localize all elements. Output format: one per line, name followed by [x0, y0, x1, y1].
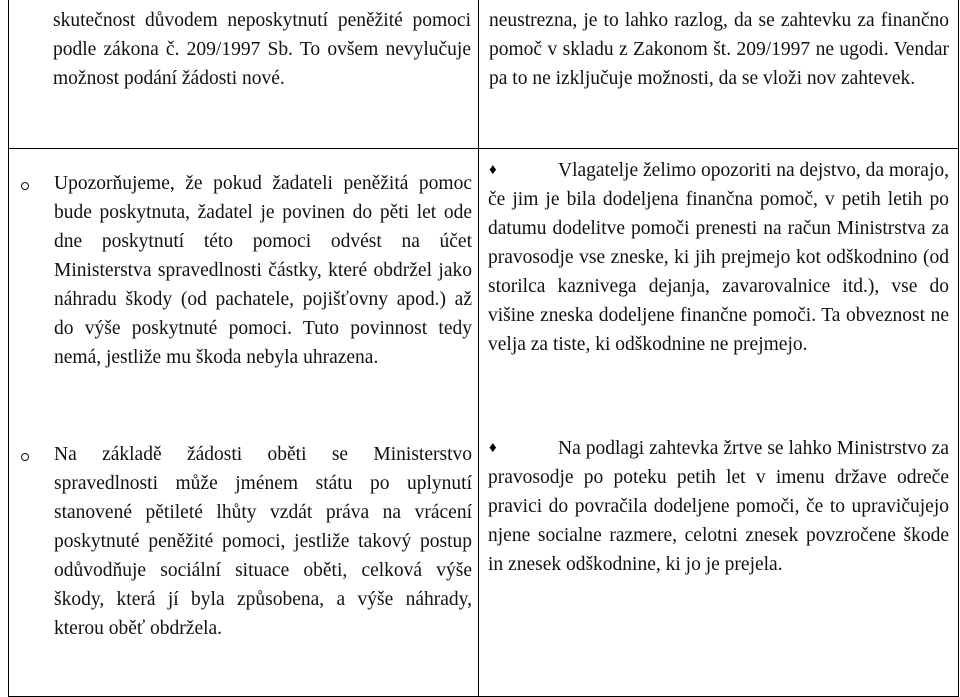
bilingual-table	[8, 0, 959, 697]
table-row	[9, 149, 959, 697]
czech-notice-repayment: Upozorňujeme, že pokud žadateli peněžitá pomoc bude poskytnuta, žadatel je povinen do pěti let ode dne poskytnutí této pomoci odvést na účet Ministerstva spravedlnosti částky, které obdržel jako náhradu škody (od pachatele, pojišťovny apod.) až do výše poskytnuté pomoci. Tuto povinnost tedy nemá, jestliže mu škoda nebyla uhrazena.	[54, 173, 472, 368]
slovene-notice-repayment: Vlagatelje želimo opozoriti na dejstvo, da morajo, če jim je bila dodeljena finančna pomoč, v petih letih po datumu dodelitve pomoči prenesti na račun Ministrstva za pravosodje vse zneske, ki jih prejmejo kot odškodnino (od storilca kaznivega dejanja, zavarovalnice itd.), vse do višine zneska dodeljene finančne pomoči. Ta obveznost ne velja za tiste, ki odškodnine ne prejmejo.	[488, 160, 949, 355]
slovene-cell-bottom	[479, 149, 959, 697]
slovene-notice-waiver: Na podlagi zahtevka žrtve se lahko Ministrstvo za pravosodje po poteku petih let v imenu države odreče pravici do povračila dodeljene pomoči, če to upravičujejo njene socialne razmere, celotni znesek povzročene škode in znesek odškodnine, ki jo je prejela.	[488, 438, 949, 575]
diamond-bullet-icon: ♦	[489, 162, 497, 178]
czech-paragraph-continuation: skutečnost důvodem neposkytnutí peněžité pomoci podle zákona č. 209/1997 Sb. To ovšem nevylučuje možnost podání žádosti nové.	[53, 10, 471, 89]
slovene-paragraph-continuation: neustrezna, je to lahko razlog, da se zahtevku za finančno pomoč v skladu z Zakonom št. 209/1997 ne ugodi. Vendar pa to ne izključuje možnosti, da se vloži nov zahtevek.	[489, 10, 949, 89]
czech-cell-bottom	[9, 149, 479, 697]
diamond-bullet-icon: ♦	[489, 440, 497, 456]
czech-notice-waiver: Na základě žádosti oběti se Ministerstvo spravedlnosti může jménem státu po uplynutí stanovené pětileté lhůty vzdát práva na vrácení poskytnuté peněžité pomoci, jestliže takový postup odůvodňuje sociální situace oběti, celková výše škody, která jí byla způsobena, a výše náhrady, kterou oběť obdržela.	[54, 444, 472, 639]
circle-bullet-icon	[21, 182, 29, 190]
slovene-cell-top	[479, 0, 959, 149]
table-row	[9, 0, 959, 149]
circle-bullet-icon	[21, 453, 29, 461]
czech-cell-top	[9, 0, 479, 149]
